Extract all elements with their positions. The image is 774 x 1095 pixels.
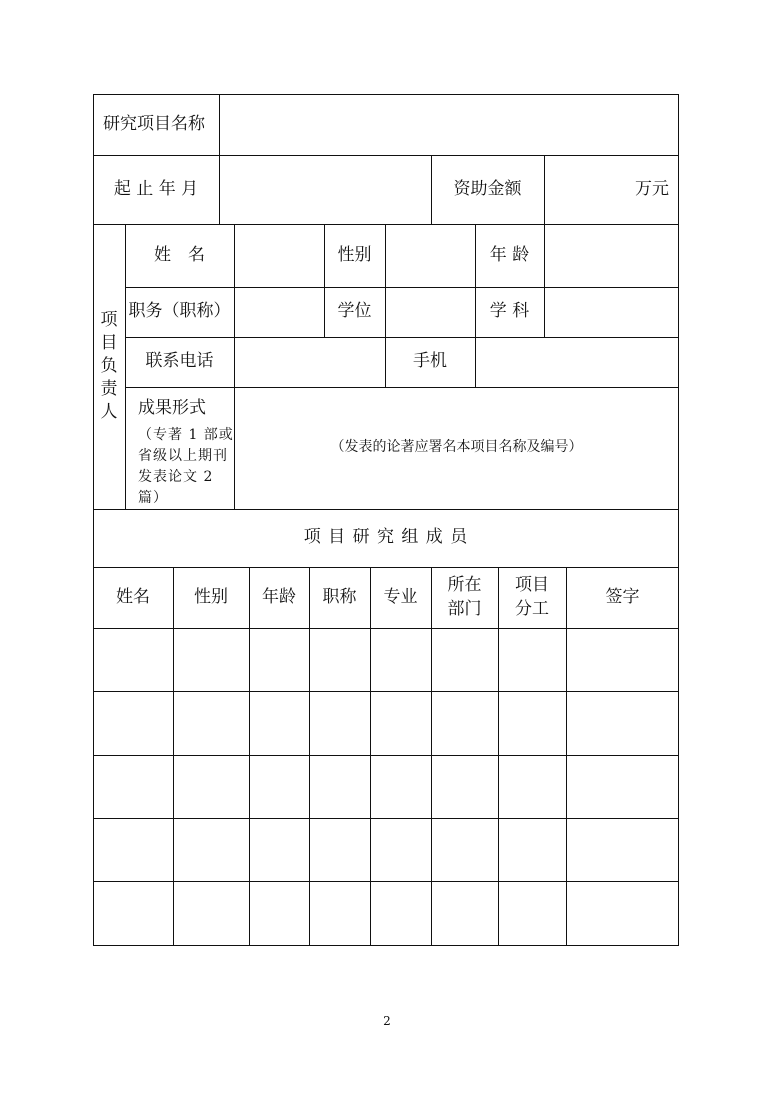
leader-discipline-field[interactable] bbox=[545, 288, 678, 337]
member-row-4[interactable] bbox=[94, 819, 678, 881]
leader-label-char: 目 bbox=[100, 333, 118, 353]
member-header-major: 专业 bbox=[383, 586, 418, 607]
member-row-2[interactable] bbox=[94, 692, 678, 755]
leader-label-char: 项 bbox=[100, 310, 118, 330]
leader-mobile-label: 手机 bbox=[413, 351, 447, 372]
leader-label-char: 责 bbox=[100, 379, 118, 399]
period-field[interactable] bbox=[220, 156, 431, 224]
member-row-3[interactable] bbox=[94, 756, 678, 818]
application-form-table bbox=[93, 94, 679, 946]
leader-phone-label: 联系电话 bbox=[145, 351, 214, 372]
leader-phone-field[interactable] bbox=[235, 338, 385, 387]
leader-position-field[interactable] bbox=[235, 288, 324, 337]
leader-name-field[interactable] bbox=[235, 225, 324, 287]
member-header-title: 职称 bbox=[322, 586, 357, 607]
leader-degree-field[interactable] bbox=[386, 288, 475, 337]
project-name-label: 研究项目名称 bbox=[103, 113, 205, 134]
leader-mobile-field[interactable] bbox=[476, 338, 678, 387]
member-row-1[interactable] bbox=[94, 629, 678, 691]
leader-gender-label: 性别 bbox=[337, 244, 372, 265]
member-header-department: 所在部门 bbox=[447, 574, 482, 619]
leader-degree-label: 学位 bbox=[337, 301, 372, 322]
output-instruction[interactable]: （发表的论著应署名本项目名称及编号） bbox=[330, 439, 583, 456]
leader-name-label: 姓 名 bbox=[154, 244, 205, 265]
leader-age-label: 年 龄 bbox=[489, 244, 530, 265]
funding-unit: 万元 bbox=[635, 178, 669, 199]
leader-discipline-label: 学 科 bbox=[489, 301, 530, 322]
member-header-age: 年龄 bbox=[262, 586, 296, 607]
table-border-bottom bbox=[93, 945, 679, 946]
project-name-field[interactable] bbox=[220, 95, 678, 155]
leader-age-field[interactable] bbox=[545, 225, 678, 287]
leader-position-label: 职务（职称） bbox=[128, 301, 231, 322]
members-section-title: 项 目 研 究 组 成 员 bbox=[303, 527, 469, 548]
leader-label-char: 负 bbox=[100, 356, 118, 376]
period-label: 起 止 年 月 bbox=[113, 178, 199, 199]
funding-label: 资助金额 bbox=[453, 178, 522, 199]
output-form-label: 成果形式 bbox=[138, 398, 206, 418]
leader-label-char: 人 bbox=[100, 402, 118, 422]
output-form-block bbox=[125, 387, 234, 509]
output-form-note: （专著 1 部或省级以上期刊发表论文 2 篇） bbox=[138, 426, 234, 506]
member-header-gender: 性别 bbox=[194, 586, 228, 607]
leader-gender-field[interactable] bbox=[386, 225, 475, 287]
member-row-5[interactable] bbox=[94, 882, 678, 945]
member-header-signature: 签字 bbox=[605, 586, 640, 607]
leader-section-label bbox=[93, 224, 125, 509]
member-header-name: 姓名 bbox=[116, 586, 150, 607]
page-number: 2 bbox=[383, 1014, 391, 1028]
member-header-role: 项目分工 bbox=[515, 574, 549, 619]
